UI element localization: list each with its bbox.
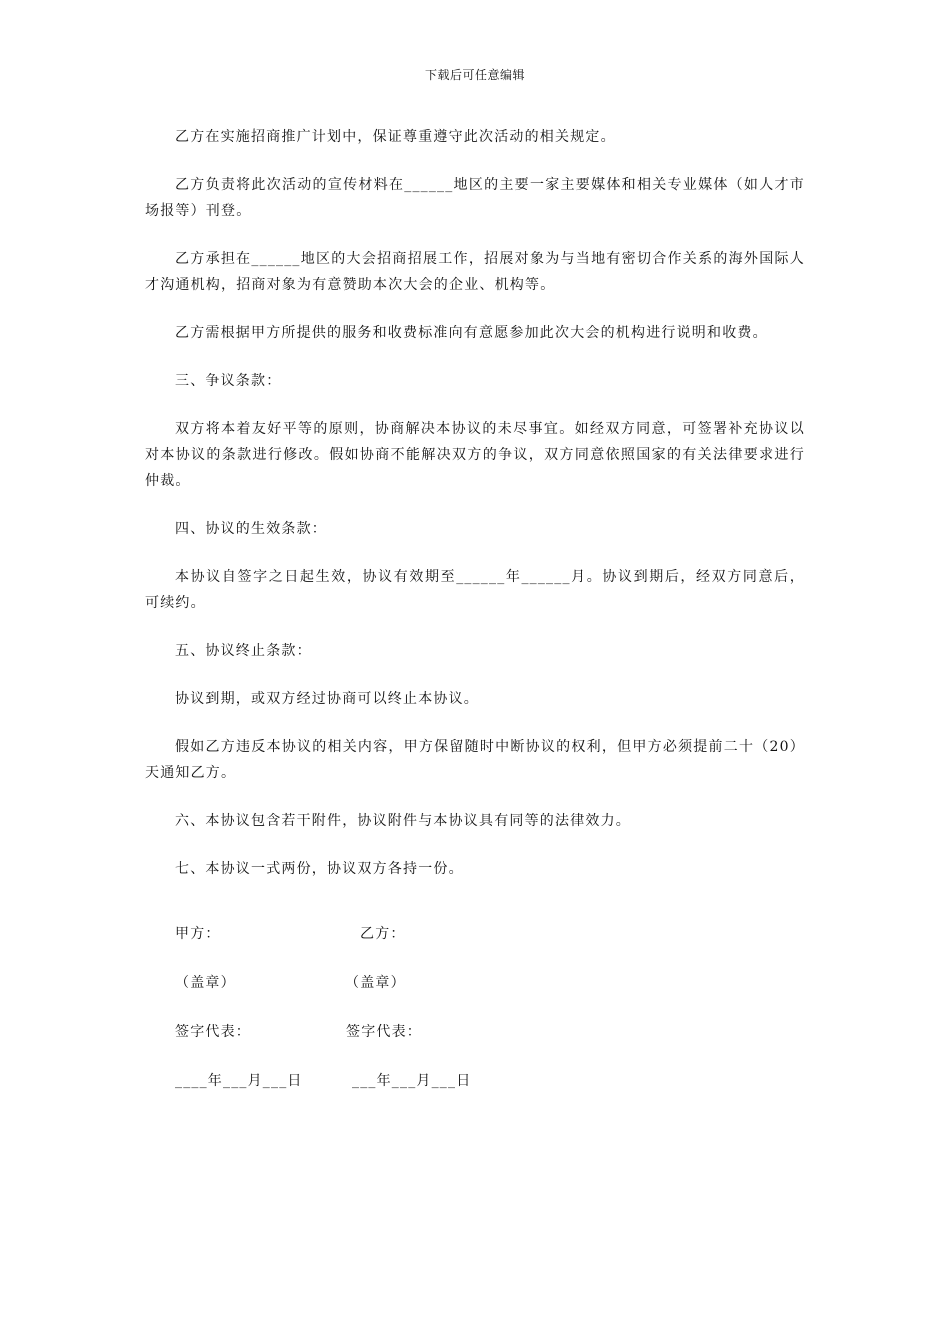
section-heading-effective: 四、协议的生效条款： — [175, 521, 327, 537]
paragraph-media-publication: 乙方负责将此次活动的宣传材料在______地区的主要一家主要媒体和相关专业媒体（如人才市场报等）刊登。 — [145, 177, 805, 219]
paragraph-dispute-resolution: 双方将本着友好平等的原则，协商解决本协议的未尽事宜。如经双方同意，可签署补充协议以对本协议的条款进行修改。假如协商不能解决双方的争议，双方同意依照国家的有关法律要求进行仲裁。 — [145, 421, 805, 489]
party-b-seal: （盖章） — [345, 975, 406, 991]
party-b-representative: 签字代表： — [346, 1024, 422, 1040]
paragraph-effective-term: 本协议自签字之日起生效，协议有效期至______年______月。协议到期后，经双方同意后，可续约。 — [145, 569, 805, 611]
paragraph-attachments: 六、本协议包含若干附件，协议附件与本协议具有同等的法律效力。 — [175, 813, 631, 829]
page-header: 下载后可任意编辑 — [424, 68, 525, 82]
party-a-representative: 签字代表： — [175, 1024, 251, 1040]
party-a-seal: （盖章） — [175, 975, 236, 991]
signature-party-row — [175, 921, 675, 947]
signature-date-row — [175, 1068, 675, 1094]
document-body — [145, 124, 805, 882]
paragraph-termination-expiry: 协议到期，或双方经过协商可以终止本协议。 — [175, 691, 479, 707]
party-b-date: ___年___月___日 — [352, 1073, 472, 1089]
section-heading-termination: 五、协议终止条款： — [175, 643, 312, 659]
paragraph-termination-breach: 假如乙方违反本协议的相关内容，甲方保留随时中断协议的权利，但甲方必须提前二十（20）天通知乙方。 — [145, 739, 805, 781]
paragraph-fee-explanation: 乙方需根据甲方所提供的服务和收费标准向有意愿参加此次大会的机构进行说明和收费。 — [175, 325, 768, 341]
section-heading-dispute: 三、争议条款： — [175, 373, 282, 389]
signature-seal-row — [175, 970, 675, 996]
party-a-label: 甲方： — [175, 926, 221, 942]
paragraph-investment-attraction: 乙方承担在______地区的大会招商招展工作，招展对象为与当地有密切合作关系的海外国际人才沟通机构，招商对象为有意赞助本次大会的企业、机构等。 — [145, 251, 805, 293]
paragraph-copies: 七、本协议一式两份，协议双方各持一份。 — [175, 861, 464, 877]
paragraph-promotion-rules: 乙方在实施招商推广计划中，保证尊重遵守此次活动的相关规定。 — [175, 129, 616, 145]
signature-representative-row — [175, 1019, 675, 1045]
party-a-date: ____年___月___日 — [175, 1073, 303, 1089]
party-b-label: 乙方： — [360, 926, 406, 942]
